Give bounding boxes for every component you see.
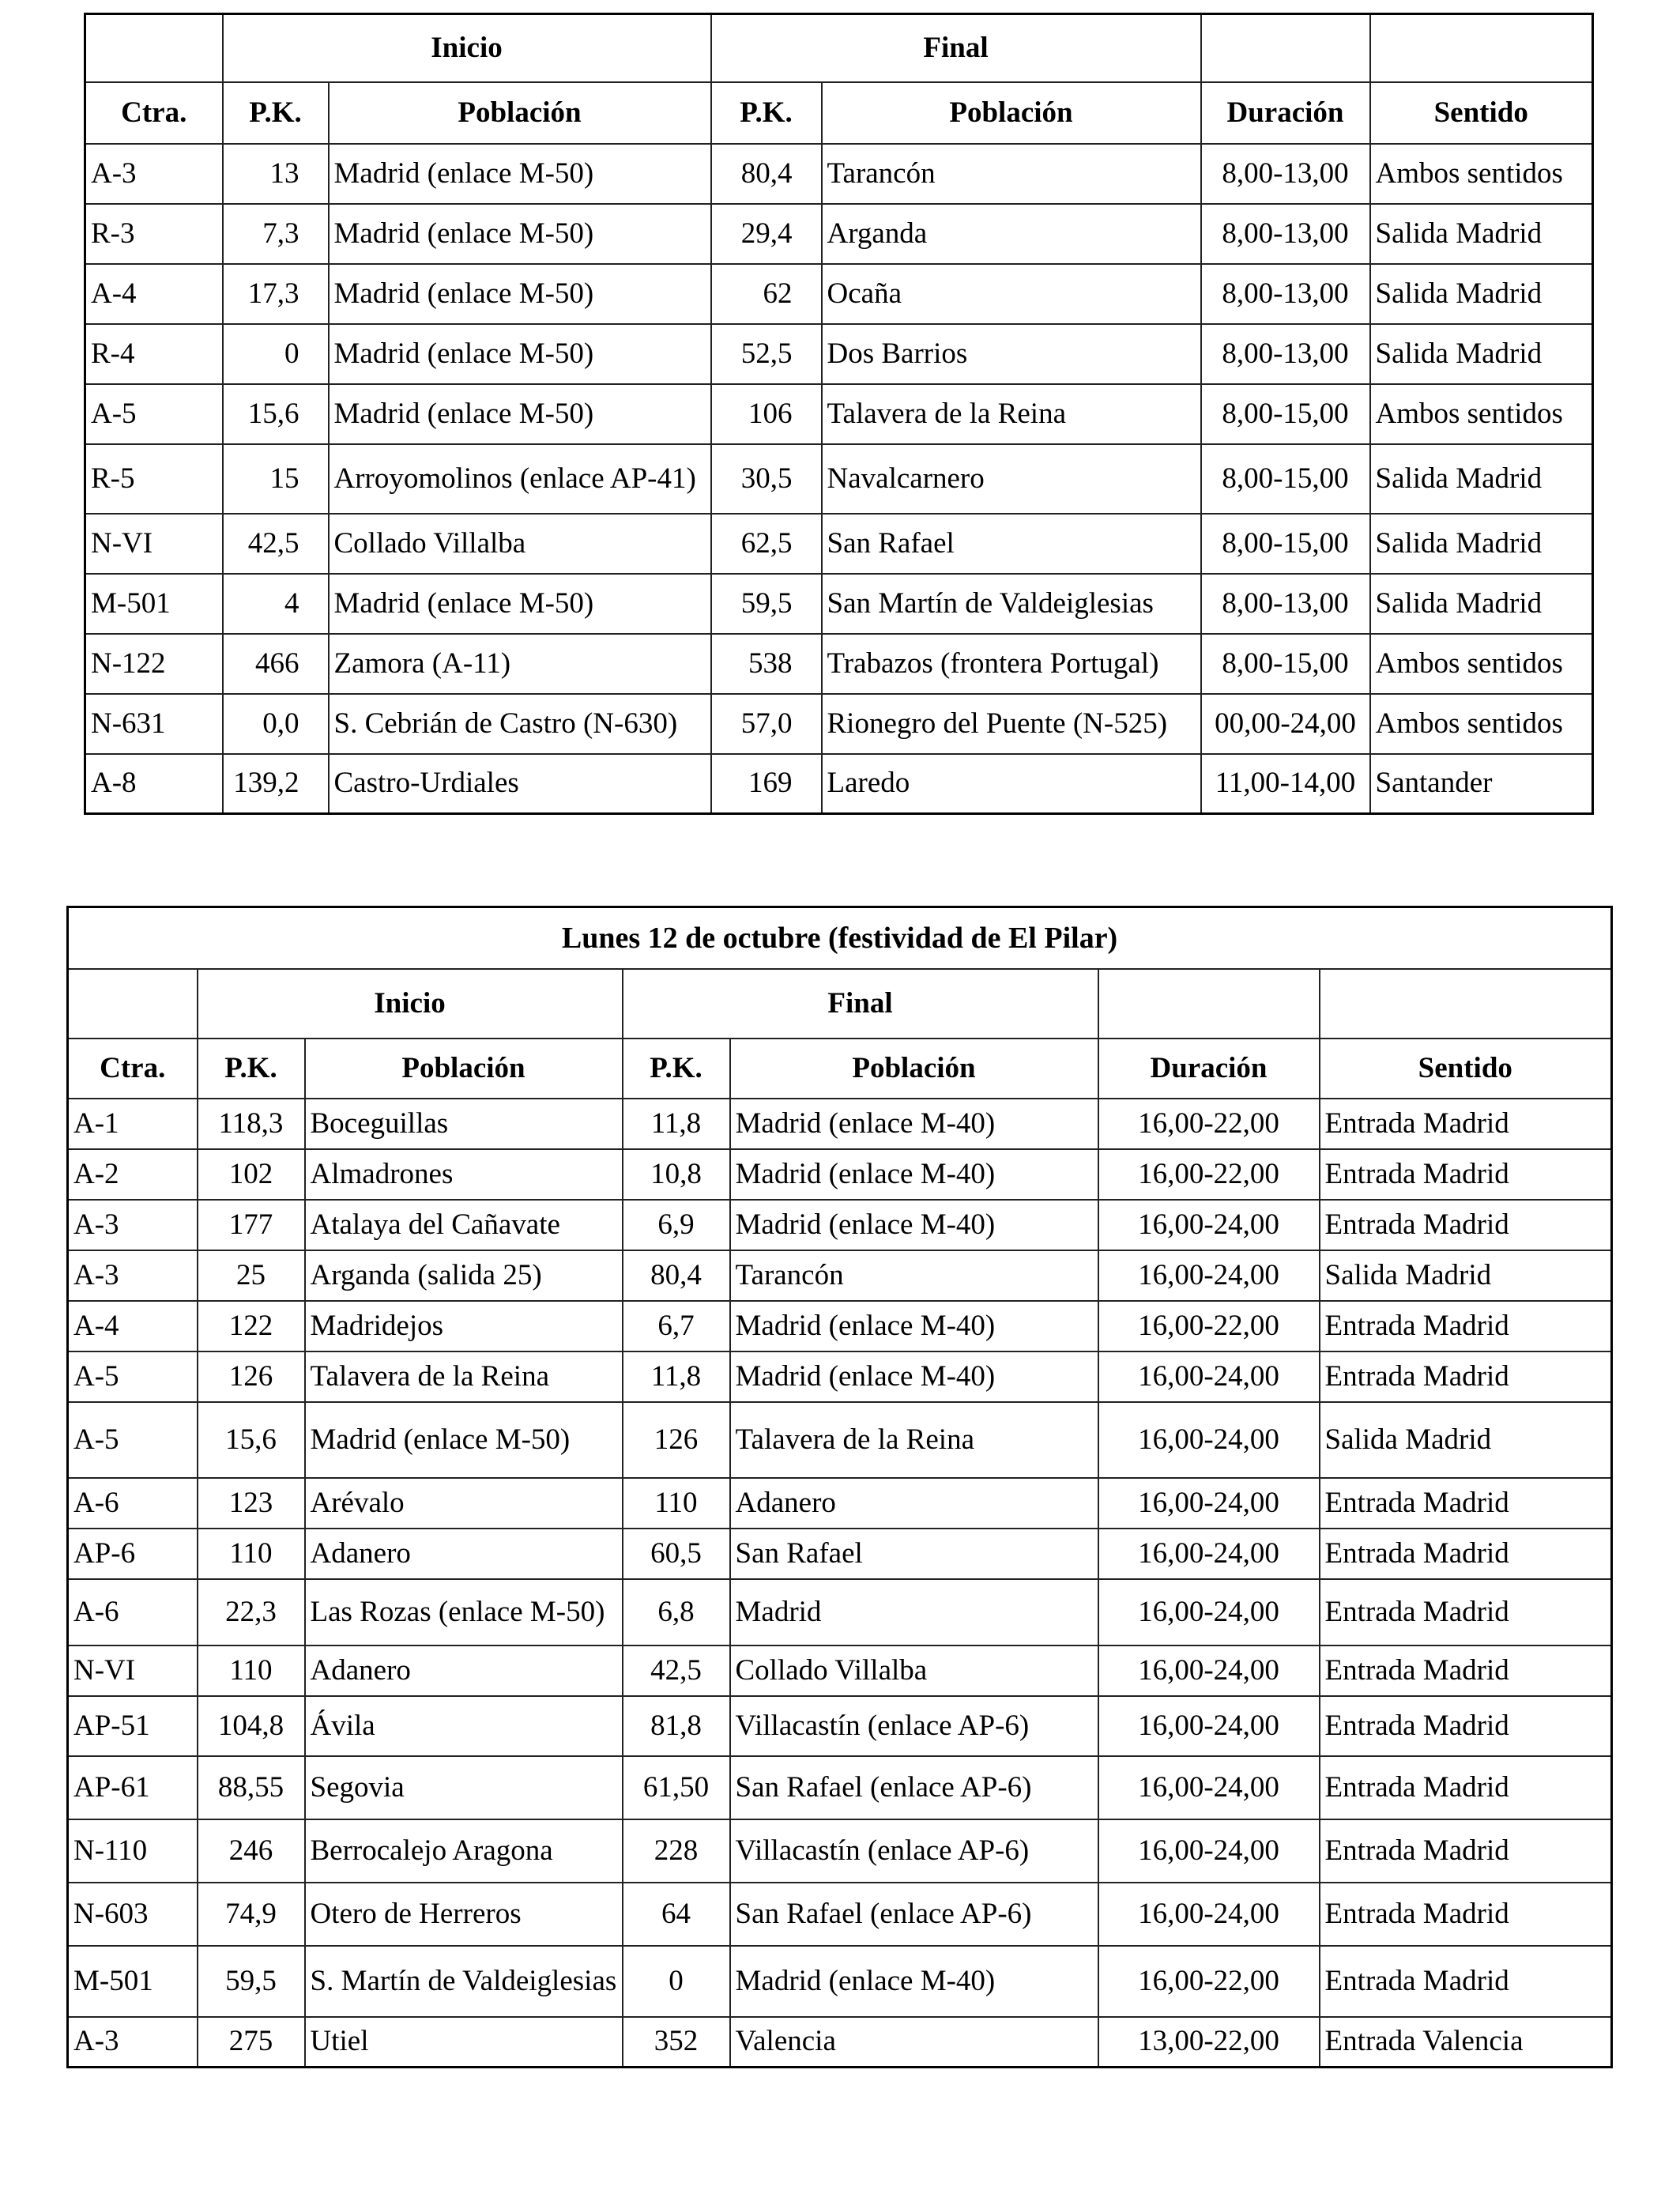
cell-ctra: A-6 — [68, 1579, 198, 1646]
cell-poblacion-inicio: Madrid (enlace M-50) — [329, 384, 711, 444]
table-row — [85, 694, 1593, 754]
cell-duracion: 16,00-24,00 — [1098, 1478, 1320, 1529]
cell-sentido: Ambos sentidos — [1370, 694, 1593, 754]
cell-duracion: 16,00-24,00 — [1098, 1351, 1320, 1402]
cell-poblacion-final: San Rafael — [730, 1529, 1098, 1579]
cell-poblacion-inicio: S. Cebrián de Castro (N-630) — [329, 694, 711, 754]
cell-poblacion-inicio: Madrid (enlace M-50) — [329, 324, 711, 384]
table-row — [85, 324, 1593, 384]
col-header-pk-inicio: P.K. — [223, 82, 329, 144]
cell-duracion: 16,00-24,00 — [1098, 1529, 1320, 1579]
cell-ctra: R-3 — [85, 204, 223, 264]
cell-pk-inicio: 126 — [198, 1351, 305, 1402]
cell-ctra: A-4 — [68, 1301, 198, 1351]
cell-poblacion-final: Trabazos (frontera Portugal) — [822, 634, 1201, 694]
cell-ctra: A-6 — [68, 1478, 198, 1529]
table-row — [85, 144, 1593, 204]
cell-pk-final: 59,5 — [711, 574, 822, 634]
cell-pk-final: 80,4 — [711, 144, 822, 204]
col-header-ctra: Ctra. — [85, 82, 223, 144]
cell-duracion: 16,00-24,00 — [1098, 1579, 1320, 1646]
cell-duracion: 13,00-22,00 — [1098, 2017, 1320, 2068]
cell-ctra: A-3 — [68, 1250, 198, 1301]
cell-pk-final: 110 — [623, 1478, 730, 1529]
cell-poblacion-final: Madrid (enlace M-40) — [730, 1351, 1098, 1402]
cell-duracion: 16,00-22,00 — [1098, 1099, 1320, 1149]
cell-poblacion-final: Valencia — [730, 2017, 1098, 2068]
cell-poblacion-final: Madrid (enlace M-40) — [730, 1149, 1098, 1200]
header-blank — [1201, 14, 1370, 82]
table-row — [68, 1478, 1612, 1529]
cell-pk-final: 61,50 — [623, 1756, 730, 1819]
traffic-table-2 — [66, 906, 1613, 2068]
cell-duracion: 16,00-24,00 — [1098, 1646, 1320, 1696]
cell-pk-inicio: 466 — [223, 634, 329, 694]
header-blank — [85, 14, 223, 82]
cell-ctra: AP-61 — [68, 1756, 198, 1819]
col-header-poblacion-inicio: Población — [329, 82, 711, 144]
cell-poblacion-inicio: Berrocalejo Aragona — [305, 1819, 623, 1883]
cell-poblacion-inicio: Utiel — [305, 2017, 623, 2068]
cell-poblacion-inicio: Talavera de la Reina — [305, 1351, 623, 1402]
cell-pk-inicio: 275 — [198, 2017, 305, 2068]
cell-pk-inicio: 15,6 — [198, 1402, 305, 1478]
cell-poblacion-inicio: Atalaya del Cañavate — [305, 1200, 623, 1250]
header-blank — [68, 969, 198, 1039]
cell-duracion: 8,00-15,00 — [1201, 514, 1370, 574]
cell-duracion: 8,00-13,00 — [1201, 144, 1370, 204]
cell-ctra: N-VI — [68, 1646, 198, 1696]
header-blank — [1370, 14, 1593, 82]
col-header-poblacion-final: Población — [730, 1039, 1098, 1099]
cell-sentido: Entrada Madrid — [1320, 1301, 1612, 1351]
cell-pk-final: 6,8 — [623, 1579, 730, 1646]
table-row — [68, 1529, 1612, 1579]
cell-poblacion-final: Tarancón — [730, 1250, 1098, 1301]
cell-poblacion-final: Ocaña — [822, 264, 1201, 324]
cell-pk-final: 106 — [711, 384, 822, 444]
cell-sentido: Ambos sentidos — [1370, 384, 1593, 444]
cell-pk-inicio: 15,6 — [223, 384, 329, 444]
cell-pk-final: 29,4 — [711, 204, 822, 264]
cell-ctra: N-631 — [85, 694, 223, 754]
table-row — [85, 264, 1593, 324]
cell-pk-inicio: 25 — [198, 1250, 305, 1301]
cell-pk-final: 126 — [623, 1402, 730, 1478]
cell-poblacion-inicio: Zamora (A-11) — [329, 634, 711, 694]
cell-sentido: Salida Madrid — [1370, 514, 1593, 574]
cell-ctra: A-5 — [68, 1351, 198, 1402]
cell-sentido: Santander — [1370, 754, 1593, 814]
cell-sentido: Entrada Madrid — [1320, 1579, 1612, 1646]
cell-pk-final: 10,8 — [623, 1149, 730, 1200]
cell-poblacion-final: Madrid (enlace M-40) — [730, 1200, 1098, 1250]
cell-sentido: Salida Madrid — [1370, 264, 1593, 324]
cell-pk-inicio: 17,3 — [223, 264, 329, 324]
cell-sentido: Salida Madrid — [1370, 204, 1593, 264]
cell-poblacion-final: Talavera de la Reina — [822, 384, 1201, 444]
cell-sentido: Entrada Madrid — [1320, 1946, 1612, 2017]
table-row — [68, 2017, 1612, 2068]
cell-poblacion-inicio: Arévalo — [305, 1478, 623, 1529]
cell-sentido: Entrada Madrid — [1320, 1819, 1612, 1883]
table-row — [68, 1696, 1612, 1756]
cell-pk-inicio: 15 — [223, 444, 329, 514]
cell-pk-inicio: 88,55 — [198, 1756, 305, 1819]
cell-ctra: R-4 — [85, 324, 223, 384]
cell-pk-inicio: 246 — [198, 1819, 305, 1883]
cell-duracion: 16,00-22,00 — [1098, 1301, 1320, 1351]
cell-duracion: 16,00-24,00 — [1098, 1756, 1320, 1819]
cell-duracion: 8,00-13,00 — [1201, 574, 1370, 634]
cell-duracion: 16,00-24,00 — [1098, 1402, 1320, 1478]
table-row — [68, 1149, 1612, 1200]
cell-ctra: A-3 — [85, 144, 223, 204]
cell-poblacion-inicio: Ávila — [305, 1696, 623, 1756]
cell-pk-final: 52,5 — [711, 324, 822, 384]
col-header-pk-final: P.K. — [623, 1039, 730, 1099]
col-header-pk-inicio: P.K. — [198, 1039, 305, 1099]
cell-pk-inicio: 59,5 — [198, 1946, 305, 2017]
cell-pk-final: 60,5 — [623, 1529, 730, 1579]
cell-poblacion-inicio: Adanero — [305, 1529, 623, 1579]
table-row — [85, 574, 1593, 634]
cell-poblacion-inicio: Castro-Urdiales — [329, 754, 711, 814]
cell-poblacion-final: Tarancón — [822, 144, 1201, 204]
cell-sentido: Ambos sentidos — [1370, 634, 1593, 694]
cell-poblacion-final: Madrid (enlace M-40) — [730, 1301, 1098, 1351]
table-row — [68, 1402, 1612, 1478]
header-final: Final — [711, 14, 1201, 82]
cell-pk-inicio: 110 — [198, 1646, 305, 1696]
cell-duracion: 8,00-13,00 — [1201, 204, 1370, 264]
cell-poblacion-final: Madrid (enlace M-40) — [730, 1099, 1098, 1149]
cell-ctra: A-2 — [68, 1149, 198, 1200]
cell-pk-final: 169 — [711, 754, 822, 814]
header-blank — [1320, 969, 1612, 1039]
table-row — [68, 1946, 1612, 2017]
table-row — [68, 1646, 1612, 1696]
table-row — [85, 634, 1593, 694]
cell-poblacion-final: San Rafael (enlace AP-6) — [730, 1883, 1098, 1946]
table-row — [85, 514, 1593, 574]
cell-poblacion-inicio: Madrid (enlace M-50) — [305, 1402, 623, 1478]
cell-sentido: Entrada Madrid — [1320, 1756, 1612, 1819]
cell-ctra: A-3 — [68, 1200, 198, 1250]
cell-pk-inicio: 4 — [223, 574, 329, 634]
cell-sentido: Entrada Madrid — [1320, 1883, 1612, 1946]
cell-pk-final: 30,5 — [711, 444, 822, 514]
cell-sentido: Entrada Madrid — [1320, 1200, 1612, 1250]
cell-poblacion-final: Navalcarnero — [822, 444, 1201, 514]
cell-poblacion-inicio: Madridejos — [305, 1301, 623, 1351]
cell-pk-final: 6,7 — [623, 1301, 730, 1351]
cell-sentido: Entrada Valencia — [1320, 2017, 1612, 2068]
table-row — [85, 754, 1593, 814]
cell-poblacion-inicio: Otero de Herreros — [305, 1883, 623, 1946]
cell-poblacion-final: Laredo — [822, 754, 1201, 814]
cell-poblacion-inicio: Almadrones — [305, 1149, 623, 1200]
cell-pk-final: 57,0 — [711, 694, 822, 754]
table-row — [68, 1301, 1612, 1351]
col-header-duracion: Duración — [1098, 1039, 1320, 1099]
cell-poblacion-final: Dos Barrios — [822, 324, 1201, 384]
cell-sentido: Entrada Madrid — [1320, 1351, 1612, 1402]
cell-pk-final: 80,4 — [623, 1250, 730, 1301]
cell-pk-inicio: 74,9 — [198, 1883, 305, 1946]
cell-ctra: M-501 — [68, 1946, 198, 2017]
cell-ctra: N-122 — [85, 634, 223, 694]
header-inicio: Inicio — [223, 14, 711, 82]
cell-pk-final: 62 — [711, 264, 822, 324]
column-header-row — [85, 82, 1593, 144]
cell-poblacion-final: San Rafael — [822, 514, 1201, 574]
cell-duracion: 00,00-24,00 — [1201, 694, 1370, 754]
cell-pk-inicio: 13 — [223, 144, 329, 204]
cell-poblacion-final: Talavera de la Reina — [730, 1402, 1098, 1478]
col-header-poblacion-final: Población — [822, 82, 1201, 144]
table-row — [68, 1200, 1612, 1250]
cell-sentido: Entrada Madrid — [1320, 1099, 1612, 1149]
cell-ctra: N-VI — [85, 514, 223, 574]
cell-pk-final: 6,9 — [623, 1200, 730, 1250]
cell-poblacion-inicio: S. Martín de Valdeiglesias — [305, 1946, 623, 2017]
cell-pk-final: 42,5 — [623, 1646, 730, 1696]
cell-duracion: 8,00-15,00 — [1201, 384, 1370, 444]
cell-ctra: N-603 — [68, 1883, 198, 1946]
col-header-duracion: Duración — [1201, 82, 1370, 144]
cell-duracion: 8,00-13,00 — [1201, 324, 1370, 384]
cell-duracion: 16,00-22,00 — [1098, 1946, 1320, 2017]
cell-pk-final: 81,8 — [623, 1696, 730, 1756]
table-row — [68, 1579, 1612, 1646]
header-blank — [1098, 969, 1320, 1039]
table-row — [68, 1756, 1612, 1819]
cell-ctra: A-4 — [85, 264, 223, 324]
cell-ctra: A-5 — [68, 1402, 198, 1478]
table-row — [85, 204, 1593, 264]
cell-pk-inicio: 110 — [198, 1529, 305, 1579]
cell-pk-inicio: 123 — [198, 1478, 305, 1529]
col-header-sentido: Sentido — [1370, 82, 1593, 144]
cell-poblacion-final: San Martín de Valdeiglesias — [822, 574, 1201, 634]
cell-ctra: A-3 — [68, 2017, 198, 2068]
cell-pk-final: 11,8 — [623, 1351, 730, 1402]
cell-duracion: 16,00-24,00 — [1098, 1696, 1320, 1756]
cell-sentido: Salida Madrid — [1370, 574, 1593, 634]
cell-poblacion-inicio: Madrid (enlace M-50) — [329, 574, 711, 634]
cell-pk-final: 228 — [623, 1819, 730, 1883]
cell-poblacion-inicio: Las Rozas (enlace M-50) — [305, 1579, 623, 1646]
table-row — [68, 1819, 1612, 1883]
cell-ctra: A-5 — [85, 384, 223, 444]
cell-poblacion-inicio: Arroyomolinos (enlace AP-41) — [329, 444, 711, 514]
cell-pk-inicio: 139,2 — [223, 754, 329, 814]
cell-sentido: Ambos sentidos — [1370, 144, 1593, 204]
cell-pk-inicio: 118,3 — [198, 1099, 305, 1149]
col-header-pk-final: P.K. — [711, 82, 822, 144]
table-row — [68, 1883, 1612, 1946]
cell-pk-final: 352 — [623, 2017, 730, 2068]
cell-sentido: Salida Madrid — [1320, 1402, 1612, 1478]
cell-poblacion-final: Adanero — [730, 1478, 1098, 1529]
cell-pk-final: 0 — [623, 1946, 730, 2017]
column-header-row — [68, 1039, 1612, 1099]
cell-poblacion-inicio: Madrid (enlace M-50) — [329, 264, 711, 324]
cell-ctra: N-110 — [68, 1819, 198, 1883]
cell-sentido: Entrada Madrid — [1320, 1149, 1612, 1200]
cell-poblacion-inicio: Collado Villalba — [329, 514, 711, 574]
cell-sentido: Entrada Madrid — [1320, 1696, 1612, 1756]
cell-poblacion-final: Rionegro del Puente (N-525) — [822, 694, 1201, 754]
cell-poblacion-inicio: Boceguillas — [305, 1099, 623, 1149]
cell-ctra: M-501 — [85, 574, 223, 634]
cell-sentido: Salida Madrid — [1370, 324, 1593, 384]
table-title: Lunes 12 de octubre (festividad de El Pilar) — [68, 907, 1612, 969]
header-inicio: Inicio — [198, 969, 623, 1039]
cell-poblacion-inicio: Segovia — [305, 1756, 623, 1819]
cell-pk-inicio: 177 — [198, 1200, 305, 1250]
header-final: Final — [623, 969, 1098, 1039]
traffic-table-1 — [84, 13, 1594, 815]
cell-ctra: R-5 — [85, 444, 223, 514]
table-row — [68, 1351, 1612, 1402]
col-header-sentido: Sentido — [1320, 1039, 1612, 1099]
cell-ctra: A-1 — [68, 1099, 198, 1149]
cell-duracion: 8,00-13,00 — [1201, 264, 1370, 324]
cell-poblacion-inicio: Adanero — [305, 1646, 623, 1696]
cell-ctra: AP-51 — [68, 1696, 198, 1756]
cell-pk-inicio: 122 — [198, 1301, 305, 1351]
cell-duracion: 8,00-15,00 — [1201, 634, 1370, 694]
cell-pk-final: 62,5 — [711, 514, 822, 574]
cell-duracion: 16,00-24,00 — [1098, 1200, 1320, 1250]
cell-sentido: Entrada Madrid — [1320, 1529, 1612, 1579]
cell-poblacion-final: San Rafael (enlace AP-6) — [730, 1756, 1098, 1819]
cell-poblacion-final: Madrid — [730, 1579, 1098, 1646]
table-row — [85, 384, 1593, 444]
cell-pk-final: 64 — [623, 1883, 730, 1946]
cell-duracion: 16,00-24,00 — [1098, 1883, 1320, 1946]
cell-pk-inicio: 22,3 — [198, 1579, 305, 1646]
col-header-poblacion-inicio: Población — [305, 1039, 623, 1099]
cell-sentido: Salida Madrid — [1370, 444, 1593, 514]
table-row — [85, 444, 1593, 514]
cell-poblacion-inicio: Arganda (salida 25) — [305, 1250, 623, 1301]
cell-poblacion-final: Collado Villalba — [730, 1646, 1098, 1696]
table-row — [68, 1099, 1612, 1149]
cell-poblacion-final: Madrid (enlace M-40) — [730, 1946, 1098, 2017]
cell-pk-inicio: 104,8 — [198, 1696, 305, 1756]
cell-sentido: Entrada Madrid — [1320, 1646, 1612, 1696]
cell-sentido: Salida Madrid — [1320, 1250, 1612, 1301]
cell-pk-inicio: 0,0 — [223, 694, 329, 754]
cell-sentido: Entrada Madrid — [1320, 1478, 1612, 1529]
cell-duracion: 8,00-15,00 — [1201, 444, 1370, 514]
cell-pk-final: 11,8 — [623, 1099, 730, 1149]
cell-pk-final: 538 — [711, 634, 822, 694]
cell-ctra: A-8 — [85, 754, 223, 814]
cell-duracion: 16,00-24,00 — [1098, 1819, 1320, 1883]
cell-poblacion-final: Arganda — [822, 204, 1201, 264]
cell-poblacion-final: Villacastín (enlace AP-6) — [730, 1819, 1098, 1883]
cell-duracion: 16,00-24,00 — [1098, 1250, 1320, 1301]
cell-duracion: 16,00-22,00 — [1098, 1149, 1320, 1200]
cell-duracion: 11,00-14,00 — [1201, 754, 1370, 814]
cell-poblacion-final: Villacastín (enlace AP-6) — [730, 1696, 1098, 1756]
col-header-ctra: Ctra. — [68, 1039, 198, 1099]
cell-poblacion-inicio: Madrid (enlace M-50) — [329, 204, 711, 264]
cell-ctra: AP-6 — [68, 1529, 198, 1579]
cell-pk-inicio: 102 — [198, 1149, 305, 1200]
cell-pk-inicio: 0 — [223, 324, 329, 384]
cell-pk-inicio: 7,3 — [223, 204, 329, 264]
table-row — [68, 1250, 1612, 1301]
cell-poblacion-inicio: Madrid (enlace M-50) — [329, 144, 711, 204]
cell-pk-inicio: 42,5 — [223, 514, 329, 574]
